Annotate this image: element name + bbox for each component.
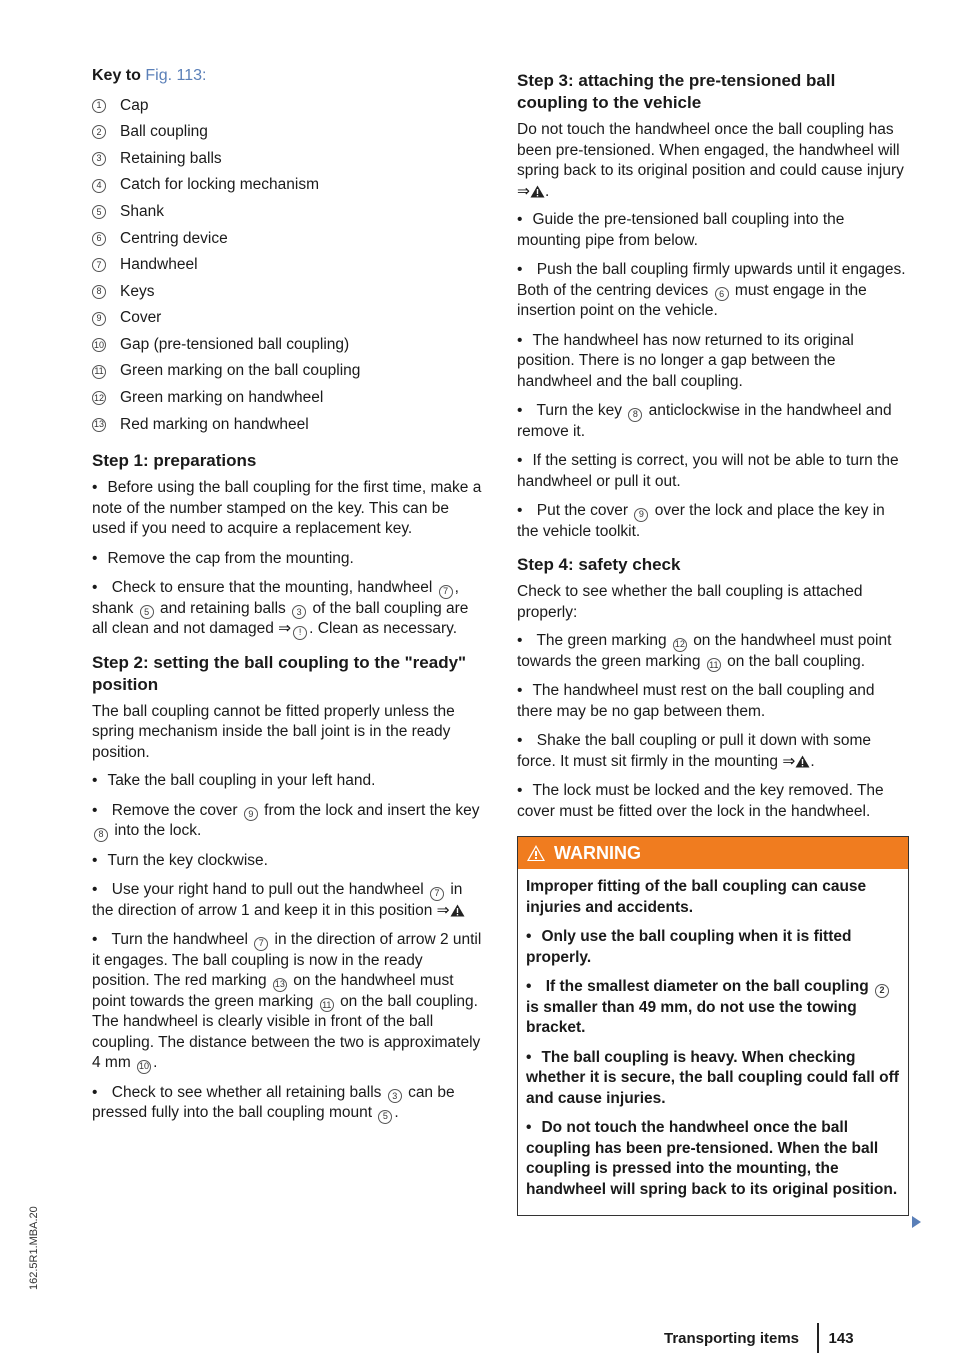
step3-intro: Do not touch the handwheel once the ball coupling has been pre-tensioned. When engaged, the handwheel will spring back to its original position and could cause injury ⇒ . <box>517 121 904 200</box>
key-number-icon: 12 <box>92 391 106 405</box>
key-number-icon: 11 <box>92 365 106 379</box>
key-item <box>92 146 484 173</box>
warning-intro: Improper fitting of the ball coupling can cause injuries and accidents. <box>526 878 867 916</box>
ref-3-icon: 3 <box>292 605 306 619</box>
warning-bullet-4: • Do not touch the handwheel once the ball coupling has been pre-tensioned. When the ball coupling is pressed into the mounting, the handwheel will spring back to its original position. <box>526 1118 900 1200</box>
key-item-label: Cap <box>120 96 149 114</box>
right-column <box>517 66 907 1216</box>
step3-bullet-4: • Turn the key 8 anticlockwise in the handwheel and remove it. <box>517 401 907 442</box>
warning-triangle-icon <box>795 755 810 768</box>
ref-7-icon: 7 <box>439 585 453 599</box>
step3-bullet-6: • Put the cover 9 over the lock and place the key in the vehicle toolkit. <box>517 501 907 542</box>
key-list <box>92 93 484 439</box>
step1-bullet-1: • Before using the ball coupling for the first time, make a note of the number stamped on the key. This can be used if you need to acquire a replacement key. <box>92 478 484 540</box>
step4-bullet-3: • Shake the ball coupling or pull it down with some force. It must sit firmly in the mounting ⇒ . <box>517 731 907 772</box>
key-number-icon: 4 <box>92 179 106 193</box>
warning-bullet-1: • Only use the ball coupling when it is fitted properly. <box>526 927 900 968</box>
key-number-icon: 7 <box>92 258 106 272</box>
step4-bullet-2: • The handwheel must rest on the ball coupling and there may be no gap between them. <box>517 681 907 722</box>
warning-body <box>518 869 908 1215</box>
step4-intro: Check to see whether the ball coupling is attached properly: <box>517 583 863 621</box>
step1-bullet-2: • Remove the cap from the mounting. <box>92 549 484 570</box>
key-item <box>92 385 484 412</box>
key-item-label: Red marking on handwheel <box>120 415 309 433</box>
key-item-label: Keys <box>120 282 155 300</box>
step2-bullet-2: • Remove the cover 9 from the lock and insert the key 8 into the lock. <box>92 801 484 842</box>
ref-2-icon: 2 <box>875 984 889 998</box>
step2-bullet-5: • Turn the handwheel 7 in the direction of arrow 2 until it engages. The ball coupling is now in the ready position. The red marking 13 on the handwheel must point towards the green marking 11 on the ball coupling. The handwheel is clearly visible in front of the ball coupling. The distance between the two is approximately 4 mm 10 . <box>92 930 484 1074</box>
arrow-ref: ⇒ <box>517 182 530 200</box>
key-item <box>92 93 484 120</box>
key-number-icon: 6 <box>92 232 106 246</box>
key-item-label: Ball coupling <box>120 123 208 141</box>
key-item-label: Cover <box>120 309 162 327</box>
footer-divider <box>817 1323 819 1353</box>
key-item <box>92 172 484 199</box>
step3-heading: Step 3: attaching the pre-tensioned ball coupling to the vehicle <box>517 71 836 112</box>
key-item <box>92 305 484 332</box>
key-item <box>92 119 484 146</box>
warning-triangle-icon <box>530 185 545 198</box>
ref-8-icon: 8 <box>628 408 642 422</box>
step1-heading: Step 1: preparations <box>92 451 257 471</box>
key-item <box>92 252 484 279</box>
warning-header <box>518 837 908 869</box>
key-item-label: Shank <box>120 202 164 220</box>
page-footer <box>664 1323 854 1353</box>
warning-title: WARNING <box>554 843 641 863</box>
key-item <box>92 279 484 306</box>
key-number-icon: 13 <box>92 418 106 432</box>
key-item-label: Centring device <box>120 229 228 247</box>
key-number-icon: 1 <box>92 99 106 113</box>
warning-bullet-2: • If the smallest diameter on the ball coupling 2 is smaller than 49 mm, do not use the towing bracket. <box>526 977 900 1039</box>
ref-9-icon: 9 <box>634 508 648 522</box>
step2-bullet-4: • Use your right hand to pull out the handwheel 7 in the direction of arrow 1 and keep it in this position ⇒ <box>92 880 484 921</box>
key-item-label: Catch for locking mechanism <box>120 176 319 194</box>
arrow-ref: ⇒ <box>278 620 292 638</box>
footer-section: Transporting items <box>664 1329 800 1347</box>
ref-8-icon: 8 <box>94 828 108 842</box>
key-number-icon: 5 <box>92 205 106 219</box>
key-number-icon: 9 <box>92 312 106 326</box>
ref-11-icon: 11 <box>320 998 334 1012</box>
step3-bullet-2: • Push the ball coupling firmly upwards until it engages. Both of the centring devices 6 must engage in the insertion point on the vehicle. <box>517 260 907 322</box>
step4-heading: Step 4: safety check <box>517 555 681 574</box>
key-item <box>92 412 484 439</box>
key-item <box>92 332 484 359</box>
warning-box <box>517 836 909 1216</box>
key-number-icon: 3 <box>92 152 106 166</box>
warning-triangle-icon <box>526 844 546 862</box>
step3-bullet-3: • The handwheel has now returned to its original position. There is no longer a gap between the handwheel and the ball coupling. <box>517 331 907 393</box>
step3-bullet-1: • Guide the pre-tensioned ball coupling into the mounting pipe from below. <box>517 210 907 251</box>
ref-13-icon: 13 <box>273 978 287 992</box>
warning-bullet-3: • The ball coupling is heavy. When checking whether it is secure, the ball coupling could fall off and cause injuries. <box>526 1048 900 1110</box>
arrow-ref: ⇒ <box>436 901 450 919</box>
ref-11-icon: 11 <box>707 658 721 672</box>
key-item-label: Green marking on handwheel <box>120 389 324 407</box>
key-number-icon: 2 <box>92 125 106 139</box>
ref-9-icon: 9 <box>244 807 258 821</box>
ref-12-icon: 12 <box>673 638 687 652</box>
step4-bullet-1: • The green marking 12 on the handwheel must point towards the green marking 11 on the ball coupling. <box>517 631 907 672</box>
step2-intro: The ball coupling cannot be fitted properly unless the spring mechanism inside the ball joint is in the ready position. <box>92 702 455 761</box>
ref-6-icon: 6 <box>715 287 729 301</box>
step3-bullet-5: • If the setting is correct, you will not be able to turn the handwheel or pull it out. <box>517 451 907 492</box>
ref-5-icon: 5 <box>140 605 154 619</box>
key-heading: Key to Fig. 113: <box>92 67 207 84</box>
ref-5-icon: 5 <box>378 1110 392 1124</box>
page-number: 143 <box>828 1329 854 1347</box>
key-item-label: Gap (pre-tensioned ball coupling) <box>120 335 350 353</box>
key-item-label: Handwheel <box>120 256 198 274</box>
step2-bullet-3: • Turn the key clockwise. <box>92 851 484 872</box>
step1-bullet-3: • Check to ensure that the mounting, handwheel 7 , shank 5 and retaining balls 3 of the ball coupling are all clean and not damaged ⇒ ! . Clean as necessary. <box>92 578 484 640</box>
key-number-icon: 10 <box>92 338 106 352</box>
ref-10-icon: 10 <box>137 1060 151 1074</box>
ref-1-icon: ! <box>293 626 307 640</box>
step2-bullet-6: • Check to see whether all retaining balls 3 can be pressed fully into the ball coupling mount 5 . <box>92 1083 484 1124</box>
key-item-label: Retaining balls <box>120 149 222 167</box>
step2-bullet-1: • Take the ball coupling in your left hand. <box>92 771 484 792</box>
ref-7-icon: 7 <box>430 887 444 901</box>
arrow-ref: ⇒ <box>782 752 796 770</box>
key-item-label: Green marking on the ball coupling <box>120 362 361 380</box>
left-column <box>92 66 484 1133</box>
key-item <box>92 199 484 226</box>
key-number-icon: 8 <box>92 285 106 299</box>
key-item <box>92 358 484 385</box>
key-item <box>92 225 484 252</box>
step2-heading: Step 2: setting the ball coupling to the "ready" position <box>92 652 467 694</box>
side-code: 162.5R1.MBA.20 <box>28 1206 40 1290</box>
step4-bullet-4: • The lock must be locked and the key removed. The cover must be fitted over the lock in the handwheel. <box>517 781 907 822</box>
continue-arrow-icon <box>912 1216 921 1228</box>
ref-7-icon: 7 <box>254 937 268 951</box>
figure-reference-link[interactable]: Fig. 113: <box>145 67 207 84</box>
ref-3-icon: 3 <box>388 1089 402 1103</box>
warning-triangle-icon <box>450 904 465 917</box>
